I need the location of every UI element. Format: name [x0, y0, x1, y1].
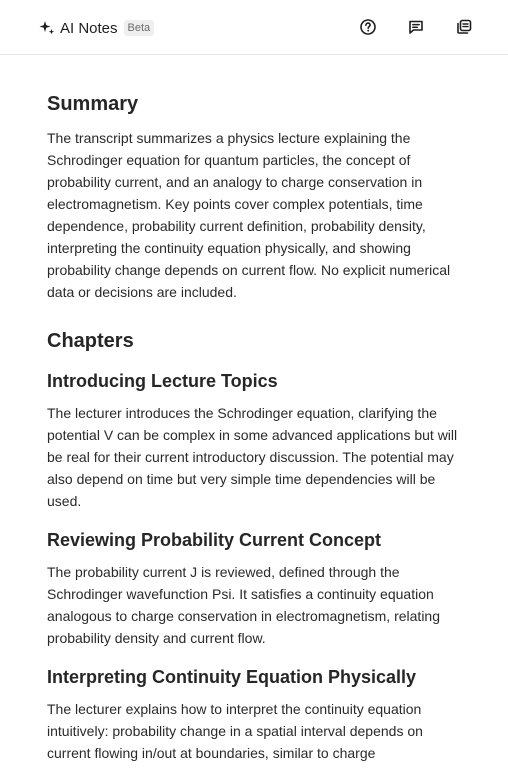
chapter-text: The lecturer introduces the Schrodinger equation, clarifying the potential V can be complex in some advanced applications but will be real for their current introductory discussion. The potential may also depend on time but very simple time dependencies will be used.	[47, 405, 458, 509]
brand	[39, 18, 154, 38]
summary-heading: Summary	[47, 93, 139, 115]
chapter-title: Introducing Lecture Topics	[47, 371, 278, 391]
notes-content	[47, 90, 467, 779]
summary-text: The transcript summarizes a physics lecture explaining the Schrodinger equation for quantum particles, the concept of probability current, and an analogy to charge conservation in electromagnetism. Key points cover complex potentials, time dependence, probability current definition, probability density, interpreting the continuity equation physically, and showing probability change depends on current flow. No explicit numerical data or decisions are included.	[47, 130, 451, 300]
chapter-title: Interpreting Continuity Equation Physically	[47, 667, 417, 687]
help-icon[interactable]	[359, 18, 377, 36]
sparkle-icon	[39, 20, 55, 36]
beta-badge: Beta	[124, 20, 155, 36]
chapter-text: The lecturer explains how to interpret the continuity equation intuitively: probability change in a spatial interval depends on current flowing in/out at boundaries, similar to charge	[47, 701, 423, 761]
chapter-title: Reviewing Probability Current Concept	[47, 530, 382, 550]
copy-icon[interactable]	[455, 18, 473, 36]
app-header	[0, 0, 508, 55]
chapter-text: The probability current J is reviewed, defined through the Schrodinger wavefunction Psi. It satisfies a continuity equation analogous to charge conservation in electromagnetism, relating probability density and current flow.	[47, 564, 441, 646]
chapters-heading: Chapters	[47, 330, 134, 352]
app-title: AI Notes	[60, 19, 118, 37]
chat-icon[interactable]	[407, 18, 425, 36]
